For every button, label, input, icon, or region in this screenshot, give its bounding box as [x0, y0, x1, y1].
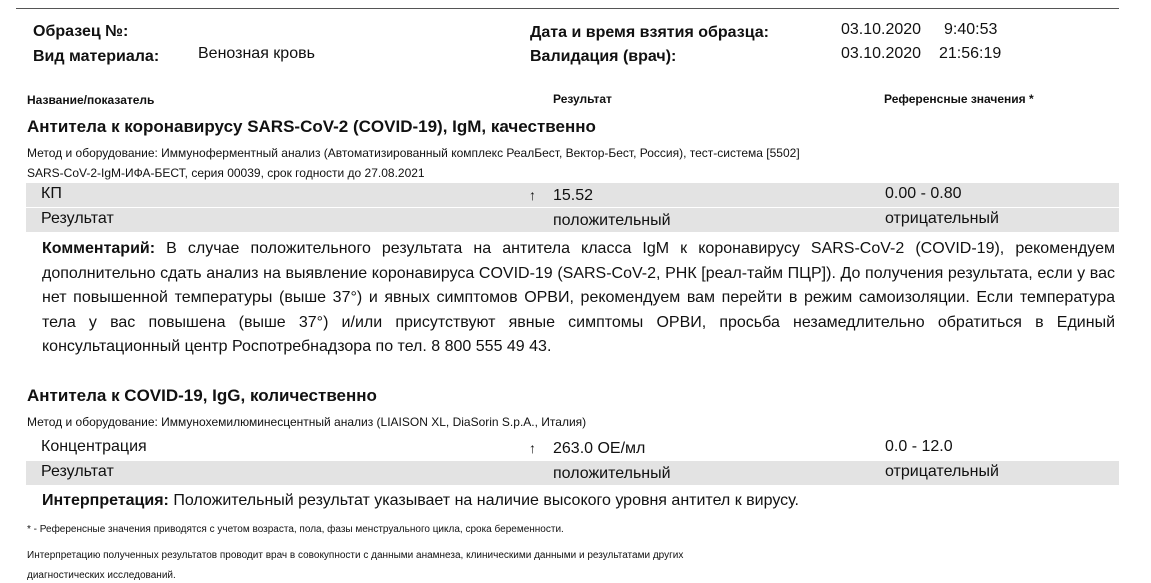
igm-kp-row — [26, 183, 1119, 207]
interpretation-label: Интерпретация: — [42, 492, 169, 509]
validation-label: Валидация (врач): — [530, 48, 677, 65]
igm-method-line1: Метод и оборудование: Иммуноферментный анализ (Автоматизированный комплекс РеалБест, Вектор-Бест, Россия), тест-система [5502] — [27, 146, 800, 160]
row-value: положительный — [553, 212, 671, 229]
interpretation-footnote-line1: Интерпретацию полученных результатов проводит врач в совокупности с данными анамнеза, клиническими данными и результатами других — [27, 550, 684, 561]
row-reference: отрицательный — [885, 463, 999, 480]
row-value: положительный — [553, 465, 671, 482]
validation-time-value: 21:56:19 — [939, 45, 1002, 62]
sample-date-value: 03.10.2020 — [841, 21, 922, 38]
material-value: Венозная кровь — [198, 45, 315, 62]
sample-time-value: 9:40:53 — [944, 21, 998, 38]
igm-result-row — [26, 208, 1119, 232]
top-divider — [16, 8, 1119, 9]
row-reference: 0.0 - 12.0 — [885, 438, 953, 455]
material-label: Вид материала: — [33, 48, 160, 65]
igg-method-line1: Метод и оборудование: Иммунохемилюминесцентный анализ (LIAISON XL, DiaSorin S.p.A., Италия) — [27, 415, 587, 429]
row-reference: 0.00 - 0.80 — [885, 185, 962, 202]
igm-comment — [42, 237, 1115, 360]
column-header-reference: Референсные значения * — [884, 92, 1034, 106]
interpretation-footnote-line2: диагностических исследований. — [27, 570, 176, 581]
igg-interpretation — [42, 492, 799, 510]
column-header-result: Результат — [553, 92, 612, 106]
interpretation-text: Положительный результат указывает на наличие высокого уровня антител к вирусу. — [173, 492, 799, 509]
comment-text: В случае положительного результата на антитела класса IgM к коронавирусу SARS-CoV-2 (COVID-19), рекомендуем дополнительно сдать анализ на выявление коронавируса COVID-19 (SARS-CoV-2, РНК [реал-тайм ПЦР]). До получения результата, если у вас нет повышенной температуры (выше 37°) и явных симптомов ОРВИ, рекомендуем вам перейти в режим самоизоляции. Если температура тела у вас повышена (выше 37°) и/или присутствуют явные симптомы ОРВИ, просьба незамедлительно обратиться в Единый консультационный центр Роспотребнадзора по тел. 8 800 555 49 43. — [42, 240, 1115, 355]
igg-concentration-row — [26, 436, 1119, 460]
row-reference: отрицательный — [885, 210, 999, 227]
sample-number-label: Образец №: — [33, 23, 129, 40]
reference-footnote: * - Референсные значения приводятся с учетом возраста, пола, фазы менструального цикла, срока беременности. — [27, 524, 564, 535]
igm-section-title: Антитела к коронавирусу SARS-CoV-2 (COVID-19), IgM, качественно — [27, 117, 596, 136]
igg-result-row — [26, 461, 1119, 485]
sample-date-label: Дата и время взятия образца: — [530, 24, 769, 41]
arrow-up-icon: ↑ — [529, 187, 536, 203]
arrow-up-icon: ↑ — [529, 440, 536, 456]
igm-method-line2: SARS-CoV-2-IgM-ИФА-БЕСТ, серия 00039, срок годности до 27.08.2021 — [27, 166, 425, 180]
row-label: Концентрация — [41, 438, 147, 455]
column-header-name: Название/показатель — [27, 93, 155, 107]
row-value: 15.52 — [553, 187, 594, 204]
row-label: Результат — [41, 210, 114, 227]
row-value: 263.0 ОЕ/мл — [553, 440, 646, 457]
comment-label: Комментарий: — [42, 240, 156, 257]
igg-section-title: Антитела к COVID-19, IgG, количественно — [27, 386, 377, 405]
validation-date-value: 03.10.2020 — [841, 45, 922, 62]
row-label: КП — [41, 185, 62, 202]
row-label: Результат — [41, 463, 114, 480]
